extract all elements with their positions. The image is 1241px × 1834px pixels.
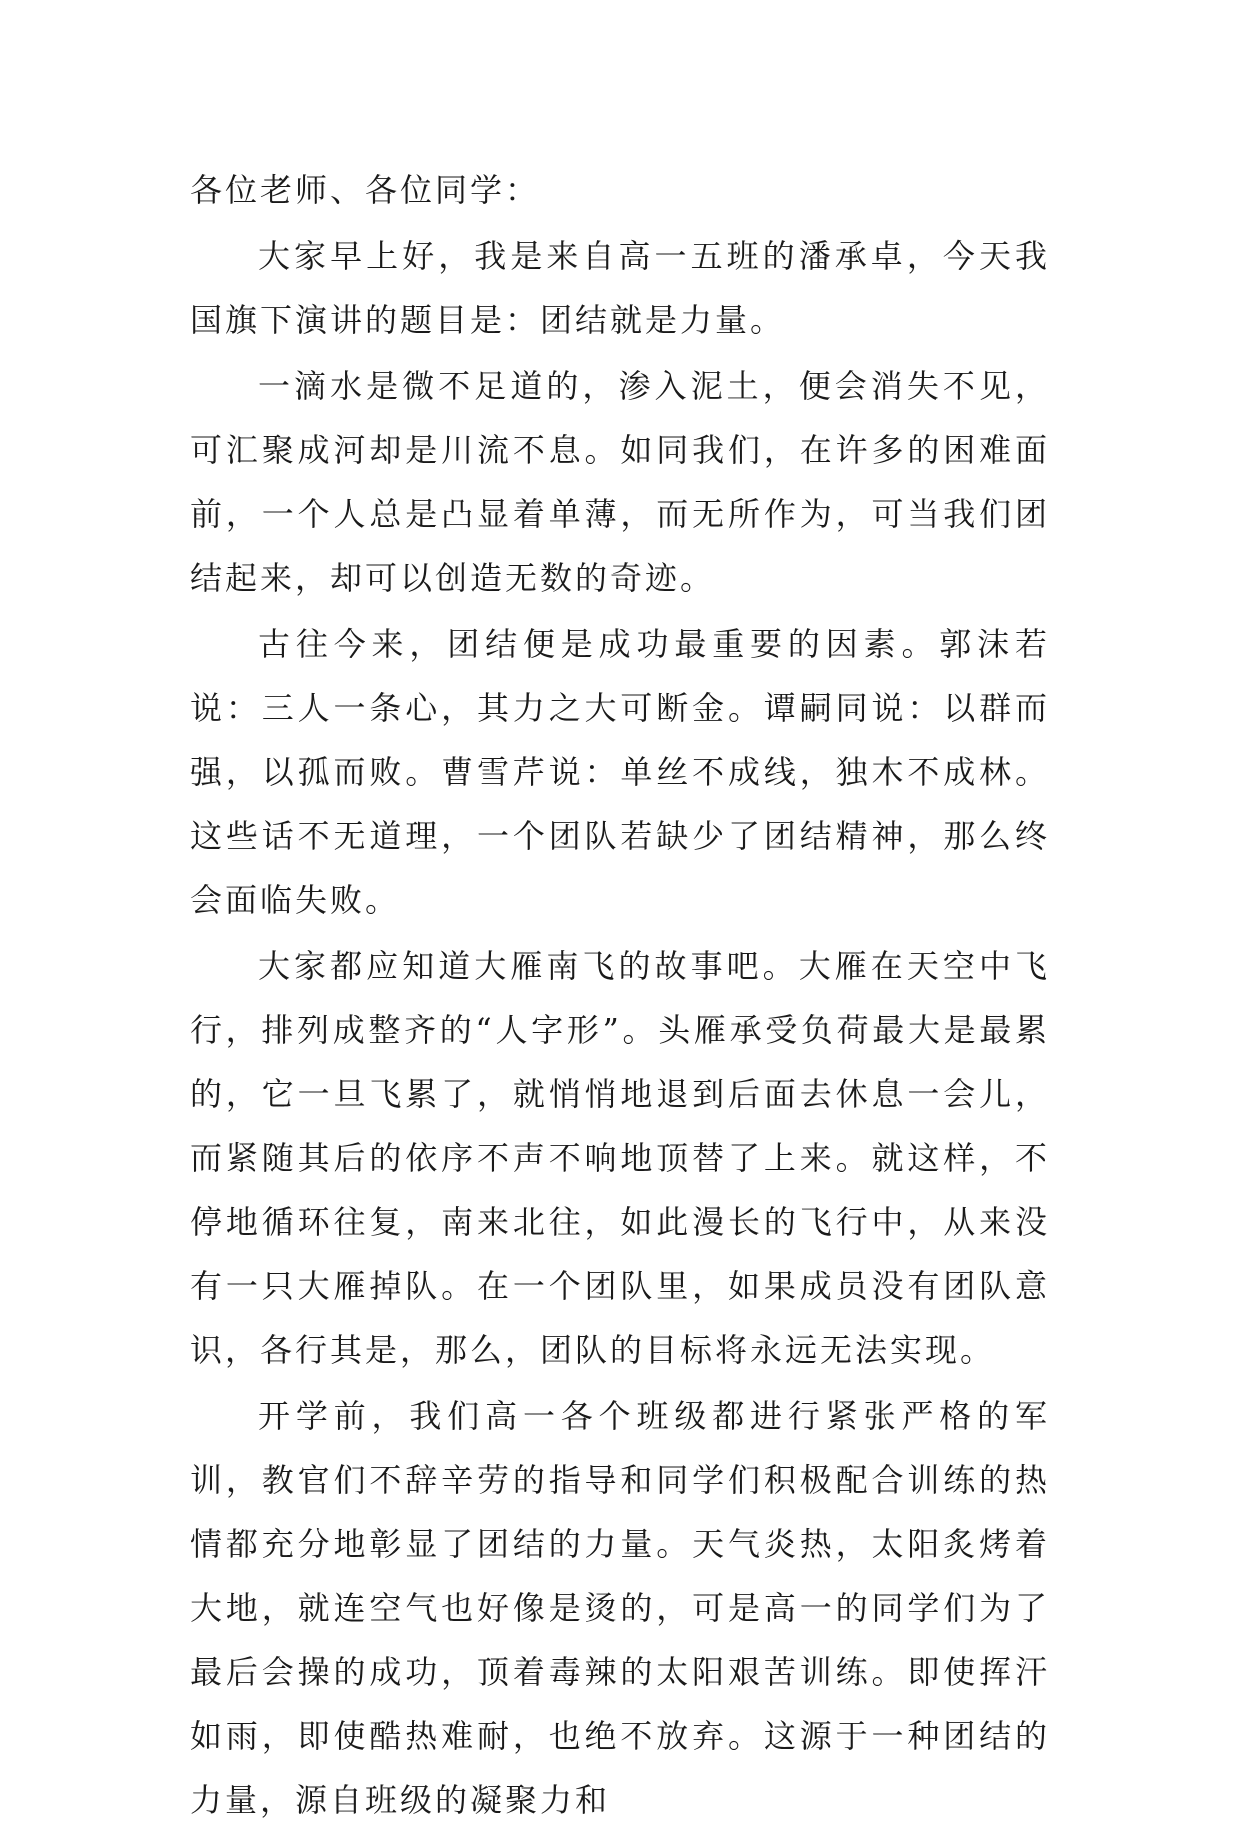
paragraph-quotes: 古往今来，团结便是成功最重要的因素。郭沫若说：三人一条心，其力之大可断金。谭嗣同说：以群而强，以孤而败。曹雪芹说：单丝不成线，独木不成林。这些话不无道理，一个团队若缺少了团结精神，那么终会面临失败。 [190, 625, 1050, 919]
paragraph-water-drop: 一滴水是微不足道的，渗入泥土，便会消失不见，可汇聚成河却是川流不息。如同我们，在许多的困难面前，一个人总是凸显着单薄，而无所作为，可当我们团结起来，却可以创造无数的奇迹。 [190, 367, 1050, 597]
paragraph-wild-geese: 大家都应知道大雁南飞的故事吧。大雁在天空中飞行，排列成整齐的“人字形”。头雁承受负荷最大是最累的，它一旦飞累了，就悄悄地退到后面去休息一会儿，而紧随其后的依序不声不响地顶替了上来。就这样，不停地循环往复，南来北往，如此漫长的飞行中，从来没有一只大雁掉队。在一个团队里，如果成员没有团队意识，各行其是，那么，团队的目标将永远无法实现。 [190, 947, 1050, 1369]
paragraph-military-training: 开学前，我们高一各个班级都进行紧张严格的军训，教官们不辞辛劳的指导和同学们积极配合训练的热情都充分地彰显了团结的力量。天气炎热，太阳炙烤着大地，就连空气也好像是烫的，可是高一的同学们为了最后会操的成功，顶着毒辣的太阳艰苦训练。即使挥汗如雨，即使酷热难耐，也绝不放弃。这源于一种团结的力量，源自班级的凝聚力和 [190, 1397, 1050, 1819]
greeting-line: 各位老师、各位同学： [190, 171, 541, 209]
speech-body [190, 158, 1050, 1834]
paragraph-opening: 大家早上好，我是来自高一五班的潘承卓，今天我国旗下演讲的题目是：团结就是力量。 [190, 237, 1050, 339]
